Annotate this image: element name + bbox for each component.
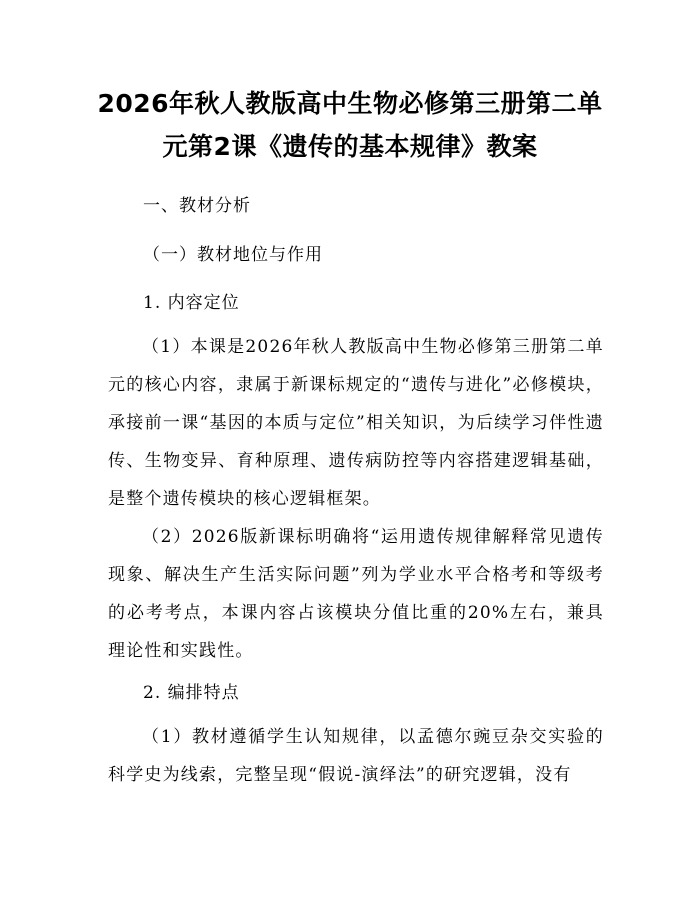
- subsection-heading-position-and-role: （一）教材地位与作用: [143, 245, 323, 265]
- document-title: [80, 82, 620, 168]
- paragraph-content-positioning-1: （1）本课是2026年秋人教版高中生物必修第三册第二单元的核心内容，隶属于新课标规定的“遗传与进化”必修模块，承接前一课“基因的本质与定位”相关知识，为后续学习伴性遗传、生物变异、育种原理、遗传病防控等内容搭建逻辑基础，是整个遗传模块的核心逻辑框架。: [108, 337, 604, 509]
- item-heading-content-positioning: 1. 内容定位: [143, 293, 240, 313]
- item-heading-arrangement-features: 2. 编排特点: [143, 683, 240, 703]
- paragraph-arrangement-features-1: （1）教材遵循学生认知规律，以孟德尔豌豆杂交实验的科学史为线索，完整呈现“假说-演绎法”的研究逻辑，没有: [108, 727, 604, 785]
- title-line-1: 2026年秋人教版高中生物必修第三册第二单: [97, 89, 603, 118]
- title-line-2: 元第2课《遗传的基本规律》教案: [162, 132, 538, 161]
- paragraph-content-positioning-2: （2）2026版新课标明确将“运用遗传规律解释常见遗传现象、解决生产生活实际问题”列为学业水平合格考和等级考的必考考点，本课内容占该模块分值比重的20%左右，兼具理论性和实践性。: [108, 527, 604, 661]
- section-heading-teaching-material-analysis: 一、教材分析: [143, 196, 251, 216]
